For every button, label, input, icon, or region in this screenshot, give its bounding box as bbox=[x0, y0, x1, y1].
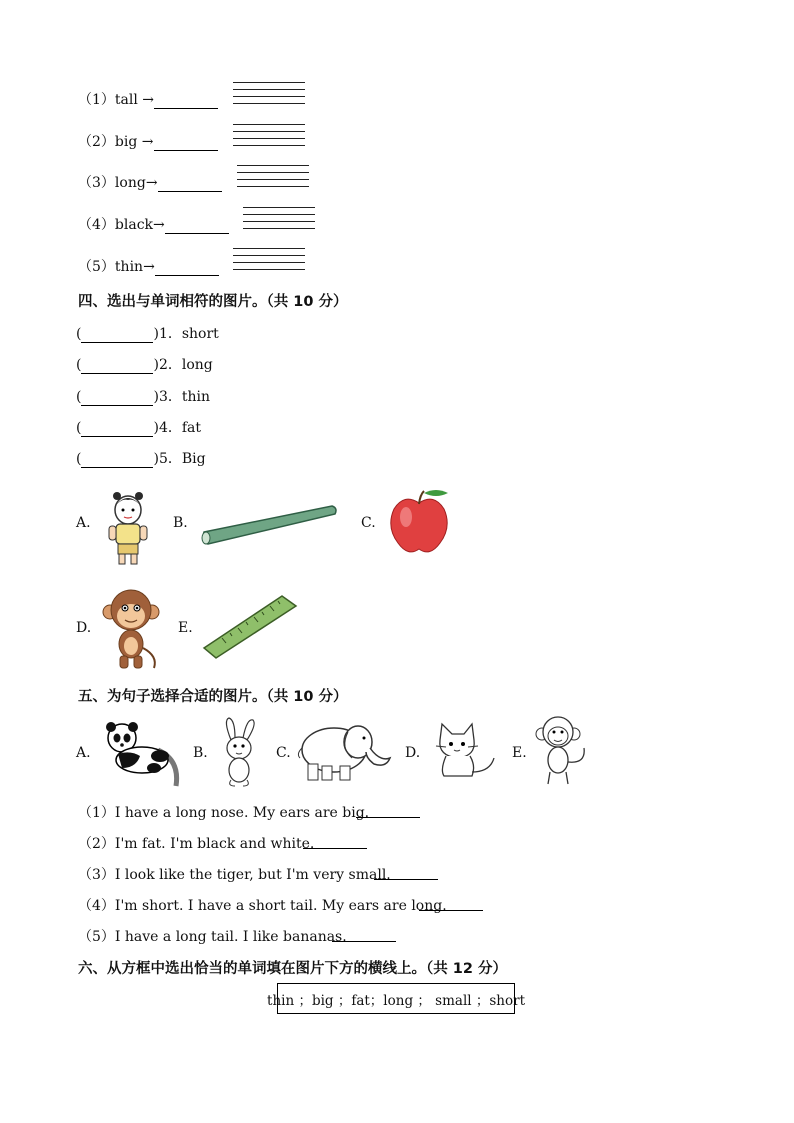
answer-blank[interactable] bbox=[154, 94, 218, 109]
s5-text: I look like the tiger, but I'm very small. bbox=[114, 867, 391, 883]
s3-word: black bbox=[114, 217, 154, 233]
word-box: thin ；big ；fat；long ； small ；short bbox=[277, 983, 515, 1014]
section-5-heading: 五、为句子选择合适的图片。（共 10 分） bbox=[78, 689, 348, 705]
s4-num: 5． bbox=[158, 451, 182, 467]
option-e-label: E. bbox=[178, 620, 193, 636]
s5-num: （5） bbox=[78, 929, 115, 945]
s3-num: （1） bbox=[78, 92, 115, 108]
s5-text: I have a long tail. I like bananas. bbox=[114, 929, 347, 945]
answer-blank[interactable] bbox=[419, 896, 483, 911]
writing-lines[interactable] bbox=[233, 124, 305, 152]
s4-word: long bbox=[181, 357, 213, 373]
s3-num: （2） bbox=[78, 134, 115, 150]
answer-blank[interactable] bbox=[332, 927, 396, 942]
option-d-label: D. bbox=[76, 620, 92, 636]
option-a-label: A. bbox=[76, 515, 91, 531]
s3-word: big bbox=[114, 134, 138, 150]
s4-word: thin bbox=[181, 389, 210, 405]
s3-num: （3） bbox=[78, 175, 115, 191]
s5-sentence-3 bbox=[78, 864, 391, 884]
answer-blank[interactable] bbox=[303, 834, 367, 849]
s4-num: 3． bbox=[158, 389, 182, 405]
s5-text: I'm short. I have a short tail. My ears are long. bbox=[114, 898, 447, 914]
s3-word: thin bbox=[114, 259, 144, 275]
answer-paren[interactable] bbox=[81, 423, 153, 437]
cat-icon bbox=[428, 720, 502, 782]
option-b-label: B. bbox=[193, 745, 208, 761]
answer-blank[interactable] bbox=[374, 865, 438, 880]
apple-icon bbox=[386, 487, 452, 557]
option-c-label: C. bbox=[276, 745, 291, 761]
s4-item-1: ( )1．short bbox=[76, 326, 219, 342]
section-6-heading: 六、从方框中选出恰当的单词填在图片下方的横线上。（共 12 分） bbox=[78, 961, 508, 977]
monkey-icon bbox=[100, 586, 162, 672]
s5-text: I'm fat. I'm black and white. bbox=[114, 836, 315, 852]
s3-item-1 bbox=[78, 89, 218, 109]
s3-item-3 bbox=[78, 172, 222, 192]
s4-item-2: ( )2．long bbox=[76, 357, 213, 373]
writing-lines[interactable] bbox=[243, 207, 315, 235]
s5-num: （4） bbox=[78, 898, 115, 914]
s3-arrow: → bbox=[143, 259, 155, 275]
s3-arrow: → bbox=[137, 134, 154, 150]
s3-item-2 bbox=[78, 131, 218, 151]
stick-icon bbox=[198, 500, 340, 548]
s4-word: Big bbox=[181, 451, 206, 467]
answer-blank[interactable] bbox=[158, 177, 222, 192]
s5-sentence-5 bbox=[78, 926, 347, 946]
section-4-heading: 四、选出与单词相符的图片。（共 10 分） bbox=[78, 294, 348, 310]
answer-paren[interactable] bbox=[81, 392, 153, 406]
girl-icon bbox=[100, 484, 156, 568]
s3-item-5 bbox=[78, 256, 219, 276]
answer-paren[interactable] bbox=[81, 329, 153, 343]
writing-lines[interactable] bbox=[233, 82, 305, 110]
option-b-label: B. bbox=[173, 515, 188, 531]
s5-num: （3） bbox=[78, 867, 115, 883]
s4-num: 2． bbox=[158, 357, 182, 373]
s5-num: （1） bbox=[78, 805, 115, 821]
option-c-label: C. bbox=[361, 515, 376, 531]
s4-num: 4． bbox=[158, 420, 182, 436]
answer-blank[interactable] bbox=[356, 803, 420, 818]
answer-blank[interactable] bbox=[165, 219, 229, 234]
s3-word: long bbox=[114, 175, 146, 191]
ruler-icon bbox=[200, 592, 298, 662]
s3-num: （5） bbox=[78, 259, 115, 275]
s4-item-4: ( )4．fat bbox=[76, 420, 202, 436]
s5-num: （2） bbox=[78, 836, 115, 852]
rabbit-icon bbox=[213, 716, 265, 788]
s5-sentence-2 bbox=[78, 833, 314, 853]
elephant-icon bbox=[296, 718, 394, 784]
option-d-label: D. bbox=[405, 745, 421, 761]
s4-num: 1． bbox=[158, 326, 182, 342]
option-e-label: E. bbox=[512, 745, 527, 761]
s4-item-5: ( )5．Big bbox=[76, 451, 206, 467]
answer-paren[interactable] bbox=[81, 454, 153, 468]
answer-blank[interactable] bbox=[155, 261, 219, 276]
option-a-label: A. bbox=[76, 745, 91, 761]
s5-sentence-1 bbox=[78, 802, 369, 822]
monkey-icon bbox=[532, 714, 590, 788]
s3-item-4 bbox=[78, 214, 229, 234]
writing-lines[interactable] bbox=[233, 248, 305, 276]
writing-lines[interactable] bbox=[237, 165, 309, 193]
s3-word: tall bbox=[114, 92, 138, 108]
s3-arrow: → bbox=[137, 92, 155, 108]
answer-blank[interactable] bbox=[154, 136, 218, 151]
s3-num: （4） bbox=[78, 217, 115, 233]
s5-sentence-4 bbox=[78, 895, 447, 915]
s4-word: fat bbox=[181, 420, 202, 436]
s4-word: short bbox=[181, 326, 219, 342]
s5-text: I have a long nose. My ears are big. bbox=[114, 805, 370, 821]
answer-paren[interactable] bbox=[81, 360, 153, 374]
panda-icon bbox=[96, 720, 180, 788]
s4-item-3: ( )3．thin bbox=[76, 389, 210, 405]
s3-arrow: → bbox=[145, 175, 158, 191]
s3-arrow: → bbox=[153, 217, 165, 233]
